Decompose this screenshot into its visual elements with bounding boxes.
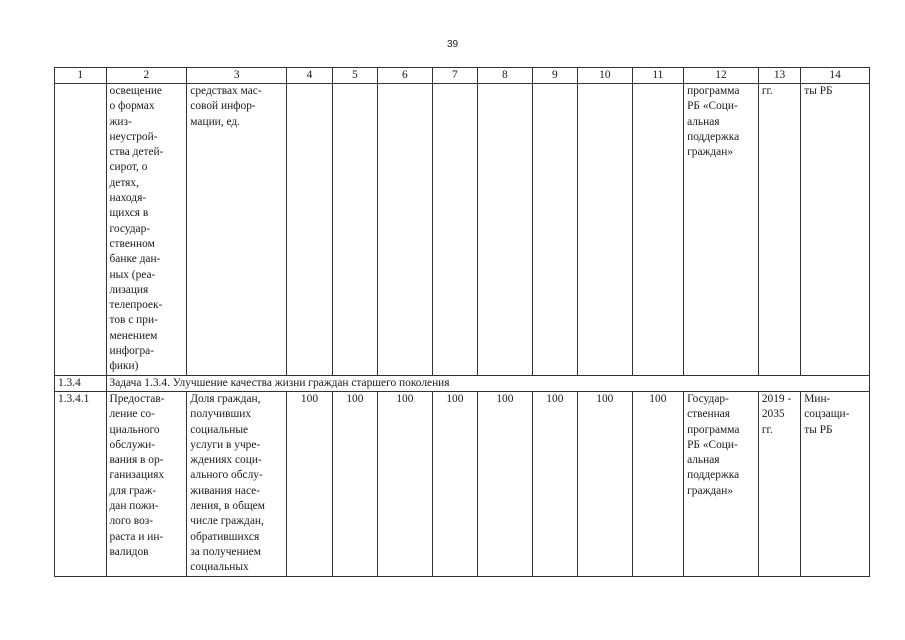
table-row-continuation — [55, 84, 870, 376]
event-name-cell — [106, 391, 187, 576]
cell-text: Мин- соцзащи- ты РБ — [804, 392, 850, 436]
task-code: 1.3.4 — [55, 375, 107, 391]
value-cell: 100 — [478, 391, 533, 576]
header-cell: 11 — [632, 68, 684, 84]
table-row — [55, 391, 870, 576]
value-cell — [478, 84, 533, 376]
value-cell: 100 — [287, 391, 332, 576]
cell-text: освещение о формах жиз- неустрой- ства детей- сирот, о детях, находя- щихся в государ- ственном банке дан- ных (реа- лизация телепроек- тов с при- менением инфогра- фики) — [109, 85, 164, 373]
indicator-cell — [187, 391, 287, 576]
header-cell: 6 — [378, 68, 433, 84]
header-cell: 5 — [332, 68, 377, 84]
program-table — [54, 67, 870, 577]
header-cell: 4 — [287, 68, 332, 84]
value-cell: 100 — [332, 391, 377, 576]
value-cell — [378, 84, 433, 376]
value-cell: 100 — [378, 391, 433, 576]
header-cell: 14 — [801, 68, 870, 84]
task-row — [55, 375, 870, 391]
value-cell — [332, 84, 377, 376]
code-cell: 1.3.4.1 — [55, 391, 107, 576]
header-row — [55, 68, 870, 84]
header-cell: 10 — [578, 68, 633, 84]
value-cell: 100 — [632, 391, 684, 576]
value-cell — [432, 84, 477, 376]
cell-text: средствах мас- совой инфор- мации, ед. — [190, 85, 262, 128]
header-cell: 7 — [432, 68, 477, 84]
page-number: 39 — [446, 39, 459, 50]
task-title: Задача 1.3.4. Улучшение качества жизни граждан старшего поколения — [106, 375, 870, 391]
value-cell: 100 — [578, 391, 633, 576]
executor-cell — [801, 391, 870, 576]
program-cell — [684, 391, 759, 576]
program-cell — [684, 84, 759, 376]
header-cell: 3 — [187, 68, 287, 84]
header-cell: 2 — [106, 68, 187, 84]
header-cell: 8 — [478, 68, 533, 84]
cell-text: ты РБ — [804, 85, 833, 97]
value-cell: 100 — [532, 391, 577, 576]
indicator-cell — [187, 84, 287, 376]
header-cell: 13 — [758, 68, 800, 84]
value-cell — [632, 84, 684, 376]
cell-text: гг. — [761, 85, 773, 97]
header-cell: 9 — [532, 68, 577, 84]
code-cell — [55, 84, 107, 376]
period-cell — [758, 391, 800, 576]
cell-text: Предостав- ление со- циального обслужи- вания в ор- ганизациях для граж- дан пожи- лого воз- раста и ин- валидов — [109, 392, 165, 558]
value-cell: 100 — [432, 391, 477, 576]
cell-text: программа РБ «Соци- альная поддержка граждан» — [687, 85, 740, 159]
cell-text: 2019 - 2035 гг. — [761, 392, 792, 436]
period-cell — [758, 84, 800, 376]
value-cell — [578, 84, 633, 376]
header-cell: 1 — [55, 68, 107, 84]
event-name-cell — [106, 84, 187, 376]
header-cell: 12 — [684, 68, 759, 84]
value-cell — [287, 84, 332, 376]
value-cell — [532, 84, 577, 376]
cell-text: Государ- ственная программа РБ «Соци- альная поддержка граждан» — [687, 392, 740, 497]
executor-cell — [801, 84, 870, 376]
cell-text: Доля граждан, получивших социальные услуги в учре- ждениях соци- ального обслу- живания насе- ления, в общем числе граждан, обратившихся за получением социальных — [190, 392, 265, 574]
